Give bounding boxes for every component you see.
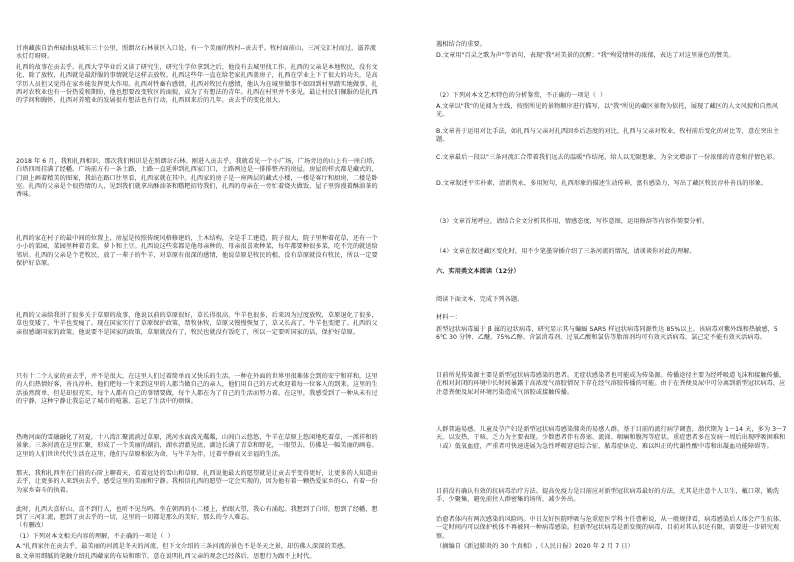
paragraph-3: 扎西的家在村子的最中间的位置上，房屋是按照传统风格修建的，土木结构，全是手工建造，院子很大，院子里种着花草，还有一个小小的菜园，菜园里种着青菜、萝卜和土豆。扎西说这些菜都是他母亲种的，母亲很喜欢种菜，每年都要种很多菜，吃不完的就送给邻居。扎西的父亲是个老牧民，放了一辈子的牛羊，对草原有很深的感情，他说草原是牧民的根，没有草原就没有牧民，所以一定要保护好草原。 [16,235,378,267]
question-3: （3）文章首尾呼应，请结合全文分析其作用，情感态度，写作意图，运用修辞等内容作简要分析。 [436,218,709,225]
option-d: D.文章用"百灵之歌为声"等语句，表现"我"对美景的沉醉；"我"殉爱情怀的浓郁，表达了对这里景色的赞美。 [436,52,735,59]
section-heading: 六、实用类文本阅读（12分） [436,268,520,275]
paragraph-8: 此时，扎西大喜好山，喜不到行人，也听不见鸟鸣。坐在朝西的小二楼上，抬眼大望，我心有涌起。我想到了白塔，想到了经幡，想到了三河汇流，想到了贡去乎的一切，这里的一切都是那么的美好，那么的令人难忘。 [16,506,378,522]
paragraph-5: 只有十二个人家的贡去乎，并不是很大，在这里人们过着简单而又快乐的生活。一种在外面的世界里很难体会到的安宁和祥和，这里的人们热情好客，善良淳朴，他们把每一个来到这里的人都当做自己的亲人，他们用自己的方式欢迎着每一位客人的到来。这里的生活虽然简单，但是却很充实，每个人都有自己的事情要做，每个人都在为了自己的生活而努力着。在这里，我感受到了一种从未有过的宁静，这种宁静让我忘记了城市的喧嚣，忘记了生活中的烦恼。 [16,373,378,405]
reading-instruction: 阅读下面文本，完成下列各题。 [436,296,524,303]
intro-paragraph: 甘南藏族自治州碌曲县城东三十公里，照朗岔石林景区入口处，有一个美丽的牧村--贡去乎。牧村面前山，三河交汇村而过，滋养流水灯灯呀呀。 [16,45,377,61]
material-one-label: 材料一： [436,314,461,321]
paragraph-4: 扎西的父亲给我讲了很多关于草原的故事，他说以前的草原很好，草长得很高，牛羊也很多，后来因为过度放牧，草原退化了很多，草也变矮了，牛羊也变瘦了。现在国家实行了草原保护政策，禁牧休牧，草原又慢慢恢复了，草又长高了，牛羊也变肥了。扎西的父亲很感谢国家的政策，他说要不是国家的政策，草原就没有了，牧民也就没有饭吃了，所以一定要听国家的话，保护好草原。 [16,312,378,336]
question-2: （2）下列对本文艺术特色的分析鉴赏，不正确的一项是（ ） [436,92,607,99]
q2-option-c: C.文章最后一段以"三条河流汇合带着我们远去的温暖"作结尾，给人以无限想象，为全文增添了一份浓郁的诗意和抒情色彩。 [436,154,779,161]
material-one-p4: 目前没有确认有效的抗病毒治疗方法。提高免疫力是目前应对新型冠状病毒最好的方法，尤其是注意个人卫生，戴口罩，勤洗手，少聚集，避免前往人群密集的场所，减少外出。 [436,488,780,504]
material-one-p3: 人群普遍易感。儿童及孕产妇是新型冠状病毒感染肺炎的易感人群。基于目前的流行病学调查，潜伏期为 1～14 天，多为 3～7 天。以发热、干咳、乏力为主要表现。少数患者伴有鼻塞、流涕、咽痛和腹泻等症状。重症患者多在发病一周后出现呼吸困难和（或）低氧血症，严重者可快速进展为急性呼吸窘迫综合征、脓毒症休克、难以纠正的代谢性酸中毒和出凝血功能障碍等。 [436,426,789,450]
paragraph-7: 那天，我和扎西坐在门前的石阶上聊着天，看着远处的雪山和草原，扎西说他最大的愿望就是让贡去乎变得更好，让更多的人知道贡去乎，让更多的人来到贡去乎，感受这里的美丽和宁静。我相信扎西的愿望一定会实现的，因为他有着一颗热爱家乡的心，有着一份为家乡奋斗的执着。 [16,470,378,494]
question-4: （4）文章在叙述藏区变化时，用不少笔墨穿插介绍了三条河流的情况，请谈谈你对此的理解。 [436,248,696,255]
material-one-p5: 治愈者体内有两次感染的风险吗。中日友好医院呼吸与危重症医学科主任曹彬说，从一般规律看，病毒感染后人体会产生抗体，一定时间内可以保护机体不再被同一种病毒感染。但新型冠状病毒是新发现的病毒，目前对其认识还有限，需要进一步研究观察。 [436,516,786,540]
material-one-p1: 新型冠状病毒属于 β 属的冠状病毒，研究显示其与蝙蝠 SARS 样冠状病毒同源性达 85%以上。该病毒对紫外线和热敏感，56℃ 30 分钟、乙醚、75%乙醇、含氯消毒剂、过氧乙酸和氯仿等脂溶剂均可有效灭活病毒，氯己定不能有效灭活病毒。 [436,326,778,342]
q2-option-a: A.文章以"我"的见闻为主线，按照所见的景物顺序进行描写，以"我"所见的藏区景物为依托，展现了藏区的人文风貌和自然风光。 [436,103,779,119]
q2-option-d: D.文章叙述平实朴素，清新隽永，多用短句，扎西形象的描述生动传神，富有感染力，写出了藏区牧民淳朴善良的形象。 [436,180,768,187]
paragraph-1: 扎西的故事在贡去乎。扎西大学毕业后又读了研究生，研究生学位拿到之后，他没有去城里找工作，扎西的父亲是本地牧民，没有文化，除了放牧，扎西就是最舒服的事情就是这样去放牧。扎西这些年一直在给老家扎西盖房子，扎西在学业上下了很大的功夫，是高学历人员但又觉得在家乡能发挥更大作用。扎西对牲畜有感情，扎西对牧民有感情，他认为在城里做事不如回到村里踏实地做事，扎西对农牧业也有一份热爱和期盼，他也想要改变牧区的面貌，成为了有想法的青年。扎西在村里并不多见，最让村民们佩服的是扎西的学问和胸怀，扎西对养殖业的发展很有想法也有行动，扎西回来后的几年，贡去乎的变化很大。 [16,64,378,105]
right-column [398,0,794,562]
option-b: B.文章用细腻的笔触介绍扎西藏家的布局和细节，意在说明扎西父亲的观念已经落后，思想行为跟不上时代。 [16,553,316,560]
paragraph-2: 2018 年 6 月，我和扎西相识，那次我们相识是在照朗岔石林。刚进入贡去乎，我就看见一个小广场，广场旁边的山上有一座白塔，白塔四周挂满了经幡。广场前方有一条土路，土路一直延伸到扎西家门口，土路两边是一排排整齐的房屋，房屋的样式都是藏式的，门窗上画着精美的图案，我站在路口往里看，扎西家就在其中。扎西家的房子是一座两层的藏式小楼，一楼是客厅和厨房，二楼是卧室。扎西的父亲是个很热情的人，见到我们就拿出酥油茶和糌粑招待我们，扎西的母亲在一旁忙着烧火做饭，屋子里弥漫着酥油茶的香味。 [16,158,379,199]
material-one-p2: 目前所见传染源主要是新型冠状病毒感染的患者。无症状感染者也可能成为传染源。传播途径主要为经呼吸道飞沫和接触传播，在相对封闭的环境中长时间暴露于高浓度气溶胶情况下存在经气溶胶传播的可能。由于在粪便及尿中可分离到新型冠状病毒，应注意粪便及尿对环境污染造成气溶胶或接触传播。 [436,372,786,396]
q2-option-b: B.文章善于运用对比手法，如扎西与父亲对扎西回乡后态度的对比，扎西与父亲对牧业、牧村前后变化的对比等，意在突出主题。 [436,128,780,144]
option-a: A."扎西家住在贡去乎，最美丽的河流是冬天的河流，但下文介绍的三条河流的景色不是冬天之景，却仿佛人深深的美感。 [16,543,350,550]
question-1: （1）下列对本文相关内容的理解，不正确的一项是（ ） [16,533,174,540]
paragraph-6: 热吻河面的雪融融化了初夏，十八湾汇聚流淌过草原，洮河水面波光粼粼，山间白云悠悠，牛羊在草原上悠闲地吃着草，一派祥和的景象。三条河流在这里汇聚，形成了一个美丽的湖泊，湖水清澈见底，湖边长满了青草和野花，一眼望去，仿佛是一幅美丽的画卷。这里的人们世世代代生活在这里，他们与草原相依为命，与牛羊为伴，过着平静而又幸福的生活。 [16,434,378,458]
continuation-line: 遇相结合的重要。 [436,41,486,48]
material-one-source: （摘编自《新冠肺炎的 30 个真相》,《人民日报》2020 年 2 月 7 日） [436,543,634,550]
source-note: （有删改） [16,522,48,529]
